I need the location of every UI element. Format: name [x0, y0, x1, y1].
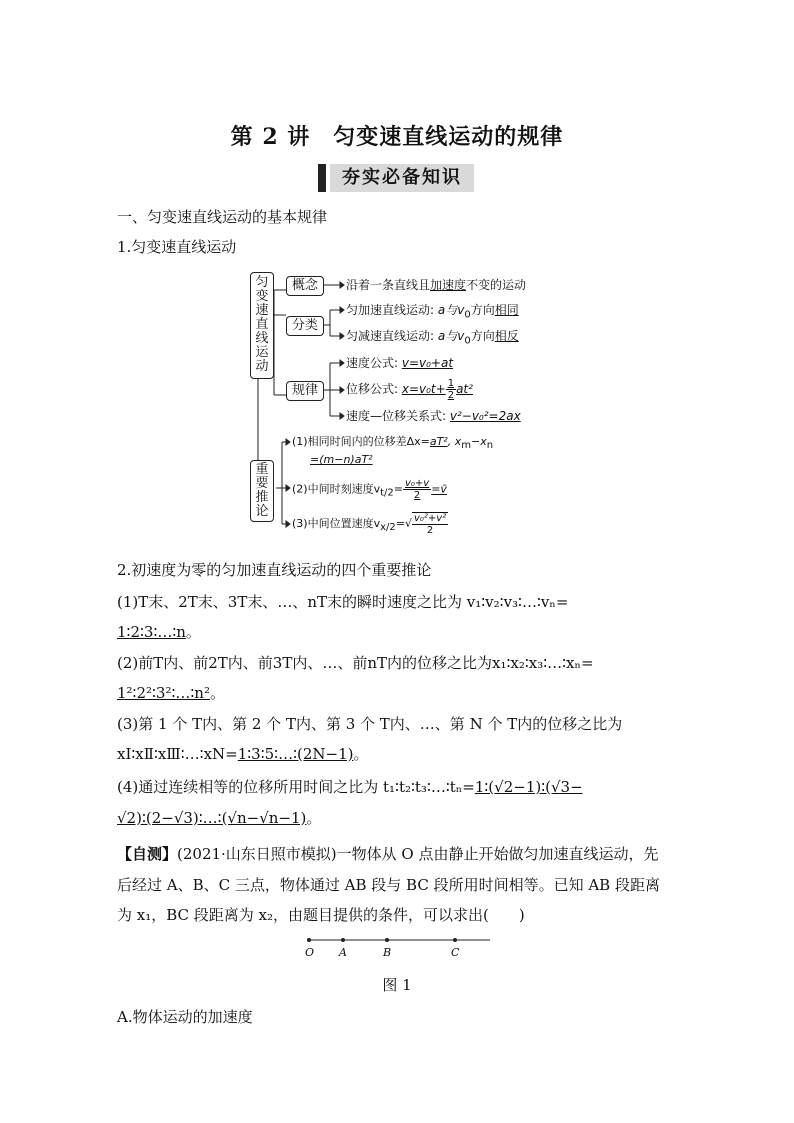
banner-bar [318, 164, 326, 192]
concept-diagram [244, 270, 544, 540]
point-label-o: O [305, 946, 315, 959]
inference-1-line-2: 1∶2∶3∶…∶n。 [117, 623, 201, 641]
inference-4-line-2: √2)∶(2−√3)∶…∶(√n−√n−1)。 [117, 809, 322, 827]
law-displacement-formula: 位移公式: x=v₀t+ $\frac{1}{2}$ at² [346, 378, 473, 401]
figure-caption: 图 1 [382, 976, 412, 994]
banner-label: 夯实必备知识 [330, 164, 474, 192]
root-char: 速 [255, 303, 269, 318]
inference-displacement-difference-2: =(m−n)aT² [310, 453, 373, 466]
subsection-heading-2: 2.初速度为零的匀加速直线运动的四个重要推论 [117, 561, 432, 579]
fraction-rms-velocity: $\frac{\text{v₀²+v²}}{2}$ [413, 513, 447, 536]
root-char: 匀 [255, 275, 269, 290]
concept-box: 概念 [286, 276, 324, 296]
point-label-b: B [383, 946, 392, 959]
inference-4-line-1: (4)通过连续相等的位移所用时间之比为 t₁∶t₂∶t₃∶…∶tₙ=1∶(√2−1)∶(√3− [117, 778, 583, 796]
section-banner [318, 164, 474, 192]
point-label-a: A [339, 946, 347, 959]
inference-mid-position-velocity: (3)中间位置速度$v_{x/2}=√$ $\frac{\text{v₀²+v²}}{2}$ [292, 513, 447, 536]
inference-mid-time-velocity: (2)中间时刻速度$v_{t/2}=$ $\frac{\text{v₀+v}}{2}$ =v̄ [292, 478, 447, 501]
root-char: 线 [255, 331, 269, 346]
self-test-tag: 【自测】 [117, 845, 178, 863]
option-a: A.物体运动的加速度 [117, 1008, 253, 1026]
point-label-c: C [451, 946, 460, 959]
classification-box: 分类 [286, 316, 324, 336]
law-velocity-formula: 速度公式: v=v₀+at [346, 356, 454, 370]
fraction-average-velocity: $\frac{\text{v₀+v}}{2}$ [404, 478, 430, 501]
root-char: 动 [255, 359, 269, 374]
section-heading: 一、匀变速直线运动的基本规律 [117, 208, 328, 226]
class-uniform-deceleration: 匀减速直线运动: a与$v_0$方向相反 [346, 329, 519, 347]
class-uniform-acceleration: 匀加速直线运动: a与$v_0$方向相同 [346, 303, 519, 321]
self-test-line-3: 为 x₁，BC 段距离为 x₂，由题目提供的条件，可以求出( ) [117, 906, 525, 924]
inference-3-line-1: (3)第 1 个 T内、第 2 个 T内、第 3 个 T内、…、第 N 个 T内的位移之比为 [117, 715, 623, 733]
inference-displacement-difference: (1)相同时间内的位移差Δx=aT², $x_m-x_n$ [292, 435, 494, 452]
inference-2-line-1: (2)前T内、前2T内、前3T内、…、前nT内的位移之比为x₁∶x₂∶x₃∶…∶xₙ= [117, 654, 594, 672]
inference-1-line-1: (1)T末、2T末、3T末、…、nT末的瞬时速度之比为 v₁∶v₂∶v₃∶…∶vₙ= [117, 593, 569, 611]
figure-line [300, 930, 495, 966]
root-char: 直 [255, 317, 269, 332]
fraction-half: $\frac{1}{2}$ [447, 378, 455, 401]
concept-text: 沿着一条直线且加速度不变的运动 [346, 278, 527, 292]
subsection-heading-1: 1.匀变速直线运动 [117, 238, 237, 256]
inference-3-line-2: xⅠ∶xⅡ∶xⅢ∶…∶xN=1∶3∶5∶…∶(2N−1)。 [117, 745, 369, 763]
root-char: 运 [255, 345, 269, 360]
root-char: 变 [255, 289, 269, 304]
inferences-box: 重 要 推 论 [250, 460, 274, 522]
self-test-line-1: 【自测】(2021·山东日照市模拟)一物体从 O 点由静止开始做匀加速直线运动，先 [117, 845, 659, 863]
law-velocity-displacement: 速度—位移关系式: v²−v₀²=2ax [346, 409, 521, 423]
figure-1 [300, 930, 495, 966]
laws-box: 规律 [286, 381, 324, 401]
inference-2-line-2: 1²∶2²∶3²∶…∶n²。 [117, 684, 225, 702]
root-box [250, 272, 274, 379]
self-test-line-2: 后经过 A、B、C 三点，物体通过 AB 段与 BC 段所用时间相等。已知 AB 段距离 [117, 876, 660, 894]
page-title: 第 2 讲 匀变速直线运动的规律 [230, 124, 564, 150]
